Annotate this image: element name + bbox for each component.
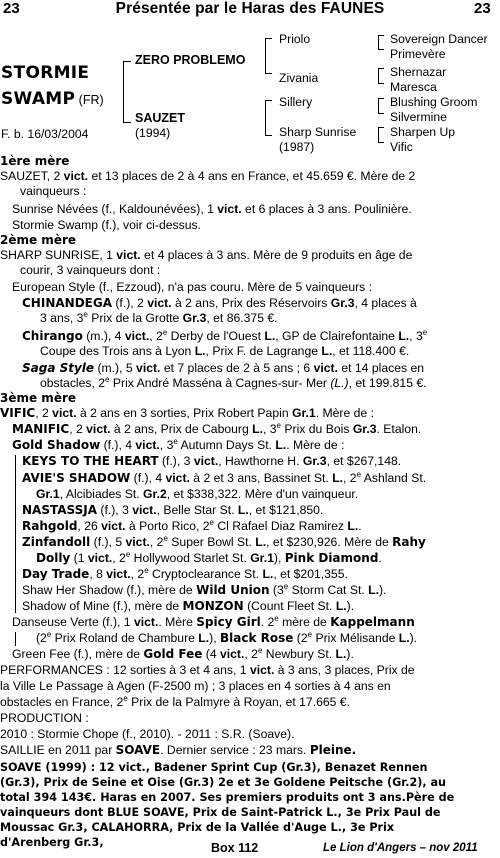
dam3-produce-1: MANIFIC, 2 vict. à 2 ans, Prix de Cabourg L., 3e Prix du Bois Gr.3. Etalon. [12, 420, 422, 436]
page-title: Présentée par le Haras des FAUNES [115, 0, 385, 17]
production-title: PRODUCTION : [0, 711, 89, 725]
horse-name-line2-wrap [1, 89, 104, 109]
pedigree-ggs-7: Sharpen Up [390, 125, 456, 139]
production-text: 2010 : Stormie Chope (f., 2010). - 2011 : S.R. (Soave). [0, 727, 295, 741]
pedigree-dam-year: (1994) [135, 126, 171, 140]
dam1-line2: vainqueurs : [20, 184, 87, 198]
dam3-line1: VIFIC, 2 vict. à 2 ans en 3 sorties, Prix Robert Papin Gr.1. Mère de : [0, 406, 374, 420]
gs-produce-8: Shadow of Mine (f.), mère de MONZON (Count Fleet St. L.). [22, 599, 355, 613]
soave-line5: Moussac Gr.3, CALAHORRA, Prix de la Vallée d'Auge L., 3e Prix [0, 821, 395, 834]
pedigree-bracket-sire [265, 38, 272, 74]
gs-produce-5a: Zinfandoll (f.), 5 vict., 2e Super Bowl St. L., et $230,926. Mère de Rahy [22, 533, 426, 549]
dam2-produce-1: European Style (f., Ezzoud), n'a pas couru. Mère de 5 vainqueurs : [12, 280, 373, 294]
dam1-produce-2: Stormie Swamp (f.), voir ci-dessus. [12, 218, 201, 232]
gs-produce-5b: Dolly (1 vict., 2e Hollywood Starlet St. Gr.1), Pink Diamond. [36, 549, 382, 565]
horse-name-line2: SWAMP [1, 89, 76, 109]
pedigree-ggs-2: Primevère [390, 47, 446, 61]
pedigree-ggs-3: Shernazar [390, 65, 447, 79]
pedigree-gs4-year: (1987) [279, 140, 315, 154]
dam2-grandproduce-3a: Saga Style (m.), 5 vict. et 7 places de 2 à 5 ans ; 6 vict. et 14 places en [22, 361, 425, 375]
soave-line6: d'Arenberg Gr.3, [0, 836, 104, 849]
pedigree-gs4: Sharp Sunrise [279, 125, 357, 139]
dam3-produce-3b: (2e Prix Roland de Chambure L.), Black Rose (2e Prix Mélisande L.). [36, 629, 418, 645]
pedigree-bracket-dam [265, 100, 272, 136]
dam2-grandproduce-3b: obstacles, 2e Prix André Masséna à Cagnes-sur- Mer (L.), et 199.815 €. [40, 374, 427, 390]
dam3-produce-2: Gold Shadow (f.), 4 vict., 3e Autumn Days St. L.. Mère de : [12, 436, 345, 452]
pedigree-bracket-gs2 [378, 68, 384, 84]
pedigree-dam: SAUZET [135, 111, 185, 125]
gs-produce-3: NASTASSJA (f.), 3 vict., Belle Star St. L., et $121,850. [22, 503, 324, 517]
pedigree-gs1: Priolo [279, 32, 311, 46]
gs-produce-6: Day Trade, 8 vict., 2e Cryptoclearance St. L., et $201,355. [22, 565, 348, 581]
dam2-grandproduce-1a: CHINANDEGA (f.), 2 vict. à 2 ans, Prix des Réservoirs Gr.3, 4 places à [22, 296, 417, 310]
dam2-line1: SHARP SUNRISE, 1 vict. et 4 places à 3 ans. Mère de 9 produits en âge de [0, 248, 413, 262]
dam2-grandproduce-2a: Chirango (m.), 4 vict., 2e Derby de l'Ouest L., GP de Clairefontaine L., 3e [22, 327, 428, 343]
gs-produce-1: KEYS TO THE HEART (f.), 3 vict., Hawthorne H. Gr.3, et $267,148. [22, 454, 402, 468]
saillie-line: SAILLIE en 2011 par SOAVE. Dernier service : 23 mars. Pleine. [0, 743, 357, 757]
pedigree-ggs-6: Silvermine [390, 110, 447, 124]
dam1-title: 1ère mère [0, 154, 70, 168]
pedigree-gs2: Zivania [279, 71, 319, 85]
soave-line2: (Gr.3), Prix de Seine et Oise (Gr.3) 2e et 3e Goldene Peitsche (Gr.2), au [0, 776, 447, 789]
pedigree-bracket-gs3 [378, 98, 384, 114]
performances-line1: PERFORMANCES : 12 sorties à 3 et 4 ans, 1 vict. à 3 ans, 3 places, Prix de [0, 663, 415, 677]
gs-produce-2a: AVIE'S SHADOW (f.), 4 vict. à 2 et 3 ans, Bassinet St. L., 2e Ashland St. [22, 469, 427, 485]
soave-line3: total 394 143€. Haras en 2007. Ses premiers produits ont 3 ans.Père de [0, 791, 455, 804]
dam1-produce-1: Sunrise Névées (f., Kaldounévées), 1 vict. et 6 places à 3 ans. Poulinière. [12, 202, 412, 216]
pedigree-bracket-gs4 [378, 127, 384, 143]
lot-number-left: 23 [3, 0, 20, 17]
gs-produce-4: Rahgold, 26 vict. à Porto Rico, 2e Cl Rafael Diaz Ramirez L.. [22, 517, 362, 533]
gold-shadow-bracket [15, 455, 16, 613]
page-header [0, 0, 500, 22]
pedigree-ggs-5: Blushing Groom [390, 95, 478, 109]
pedigree-sire: ZERO PROBLEMO [135, 53, 246, 67]
dam2-grandproduce-2b: Coupe des Trois ans à Lyon L., Prix F. de Lagrange L., et 118.400 €. [40, 344, 410, 358]
pedigree-bracket-gs1 [378, 35, 384, 50]
lot-number-right: 23 [474, 0, 491, 17]
dam2-line2: courir, 3 vainqueurs dont : [20, 263, 161, 277]
pedigree-ggs-4: Maresca [390, 80, 437, 94]
gs-produce-7: Shaw Her Shadow (f.), mère de Wild Union (3e Storm Cat St. L.). [22, 581, 387, 597]
danseuse-bracket [15, 632, 16, 646]
footer-sale: Le Lion d'Angers – nov 2011 [323, 842, 478, 854]
dam3-title: 3ème mère [0, 391, 77, 405]
pedigree-ggs-1: Sovereign Dancer [390, 32, 488, 46]
horse-origin: (FR) [78, 93, 104, 107]
gs-produce-2b: Gr.1, Alcibiades St. Gr.2, et $338,322. Mère d'un vainqueur. [36, 487, 359, 501]
soave-line4: vainqueurs dont BLUE SOAVE, Prix de Saint-Patrick L., 3e Prix Paul de [0, 806, 441, 819]
pedigree-gs3: Sillery [279, 95, 313, 109]
soave-line1: SOAVE (1999) : 12 vict., Badener Sprint Cup (Gr.3), Benazet Rennen [0, 761, 428, 774]
performances-line2: la Ville Le Passage à Agen (F-2500 m) ; 3 places en 4 sorties à 4 ans en [0, 679, 391, 693]
dam3-produce-3a: Danseuse Verte (f.), 1 vict.. Mère Spicy Girl. 2e mère de Kappelmann [12, 613, 415, 629]
pedigree-bracket-main [123, 61, 131, 123]
dam2-title: 2ème mère [0, 233, 77, 247]
pedigree-ggs-8: Vific [390, 140, 413, 154]
horse-name-line1: STORMIE [1, 63, 90, 83]
dam2-grandproduce-1b: 3 ans, 3e Prix de la Grotte Gr.3, et 86.375 €. [40, 309, 278, 325]
performances-line3: obstacles en France, 2e Prix de la Palmyre à Royan, et 17.665 €. [0, 693, 350, 709]
footer-box: Box 112 [211, 841, 259, 855]
dam3-produce-4: Green Fee (f.), mère de Gold Fee (4 vict., 2e Newbury St. L.). [12, 645, 354, 661]
horse-birth: F. b. 16/03/2004 [1, 127, 89, 141]
dam1-line1: SAUZET, 2 vict. et 13 places de 2 à 4 ans en France, et 45.659 €. Mère de 2 [0, 169, 416, 183]
